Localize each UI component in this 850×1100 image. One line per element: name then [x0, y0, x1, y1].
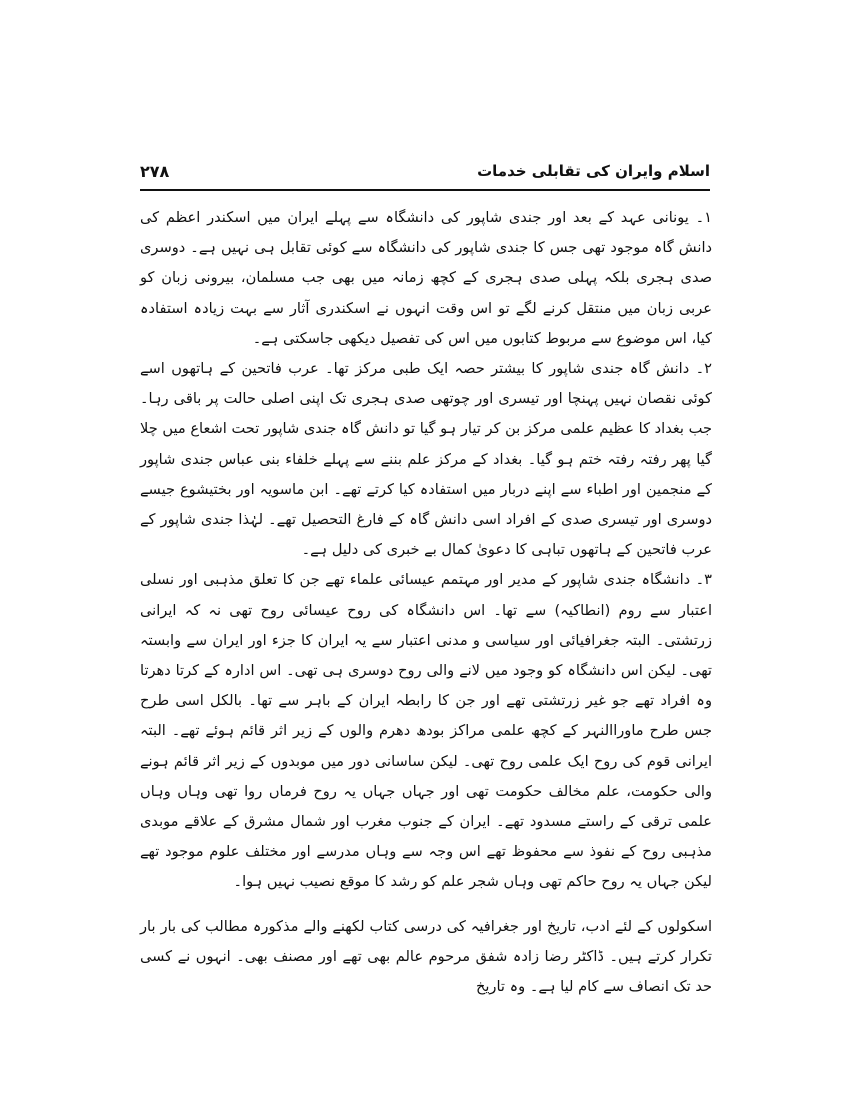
paragraph-4: اسکولوں کے لئے ادب، تاریخ اور جغرافیہ کی درسی کتاب لکھنے والے مذکورہ مطالب کی بار بار تکرار کرتے ہیں۔ ڈاکٹر رضا زادہ شفق مرحوم عالم بھی تھے اور مصنف بھی۔ انہوں نے کسی حد تک انصاف سے کام لیا ہے۔ وہ تاریخ [140, 917, 712, 996]
page-number: ۲۷۸ [140, 161, 170, 181]
running-title: اسلام وایران کی تقابلی خدمات [477, 162, 710, 180]
page-header [140, 158, 710, 184]
paragraph-2: ۲۔ دانش گاہ جندی شاپور کا بیشتر حصہ ایک طبی مرکز تھا۔ عرب فاتحین کے ہاتھوں اسے کوئی نقصان نہیں پہنچا اور تیسری اور چوتھی صدی ہجری تک اپنی اصلی حالت پر باقی رہا۔ جب بغداد کا عظیم علمی مرکز بن کر تیار ہو گیا تو دانش گاہ جندی شاپور تحت اشعاع میں چلا گیا پھر رفتہ رفتہ ختم ہو گیا۔ بغداد کے مرکز علم بننے سے پہلے خلفاء بنی عباس جندی شاپور کے منجمین اور اطباء سے اپنے دربار میں استفادہ کیا کرتے تھے۔ ابن ماسویہ اور بختیشوع جیسے دوسری اور تیسری صدی کے افراد اسی دانش گاہ کے فارغ التحصیل تھے۔ لہٰذا جندی شاپور کے عرب فاتحین کے ہاتھوں تباہی کا دعویٰ کمال بے خبری کی دلیل ہے۔ [140, 360, 712, 559]
body-text [140, 203, 712, 1002]
paragraph-1: ۱۔ یونانی عہد کے بعد اور جندی شاپور کی دانشگاہ سے پہلے ایران میں اسکندر اعظم کی دانش گاہ موجود تھی جس کا جندی شاپور کی دانشگاہ سے کوئی تقابل ہی نہیں ہے۔ دوسری صدی ہجری بلکہ پہلی صدی ہجری کے کچھ زمانہ میں بھی جب مسلمان، بیرونی زبان کو عربی زبان میں منتقل کرنے لگے تو اس وقت انہوں نے اسکندری آثار سے بہت زیادہ استفادہ کیا، اس موضوع سے مربوط کتابوں میں اس کی تفصیل دیکھی جاسکتی ہے۔ [140, 209, 712, 347]
paragraph-3: ۳۔ دانشگاہ جندی شاپور کے مدیر اور مہتمم عیسائی علماء تھے جن کا تعلق مذہبی اور نسلی اعتبار سے روم (انطاکیہ) سے تھا۔ اس دانشگاہ کی روح عیسائی روح تھی نہ کہ ایرانی زرتشتی۔ البتہ جغرافیائی اور سیاسی و مدنی اعتبار سے یہ ایران کا جزء اور ایران سے وابستہ تھی۔ لیکن اس دانشگاہ کو وجود میں لانے والی روح دوسری ہی تھی۔ اس ادارہ کے کرتا دھرتا وہ افراد تھے جو غیر زرتشتی تھے اور جن کا رابطہ ایران کے باہر سے تھا۔ بالکل اسی طرح جس طرح ماوراالنہر کے کچھ علمی مراکز بودھ دھرم والوں کے زیر اثر قائم ہوئے تھے۔ البتہ ایرانی قوم کی روح ایک علمی روح تھی۔ لیکن ساسانی دور میں موبدوں کے زیر اثر قائم ہونے والی حکومت، علم مخالف حکومت تھی اور جہاں جہاں یہ روح فرماں روا تھی وہاں وہاں علمی ترقی کے راستے مسدود تھے۔ ایران کے جنوب مغرب اور شمال مشرق کے علاقے موبدی مذہبی روح کے نفوذ سے محفوظ تھے اس وجہ سے وہاں مدرسے اور مختلف علوم موجود تھے لیکن جہاں یہ روح حاکم تھی وہاں شجر علم کو رشد کا موقع نصیب نہیں ہوا۔ [140, 571, 712, 891]
header-divider [140, 189, 710, 191]
